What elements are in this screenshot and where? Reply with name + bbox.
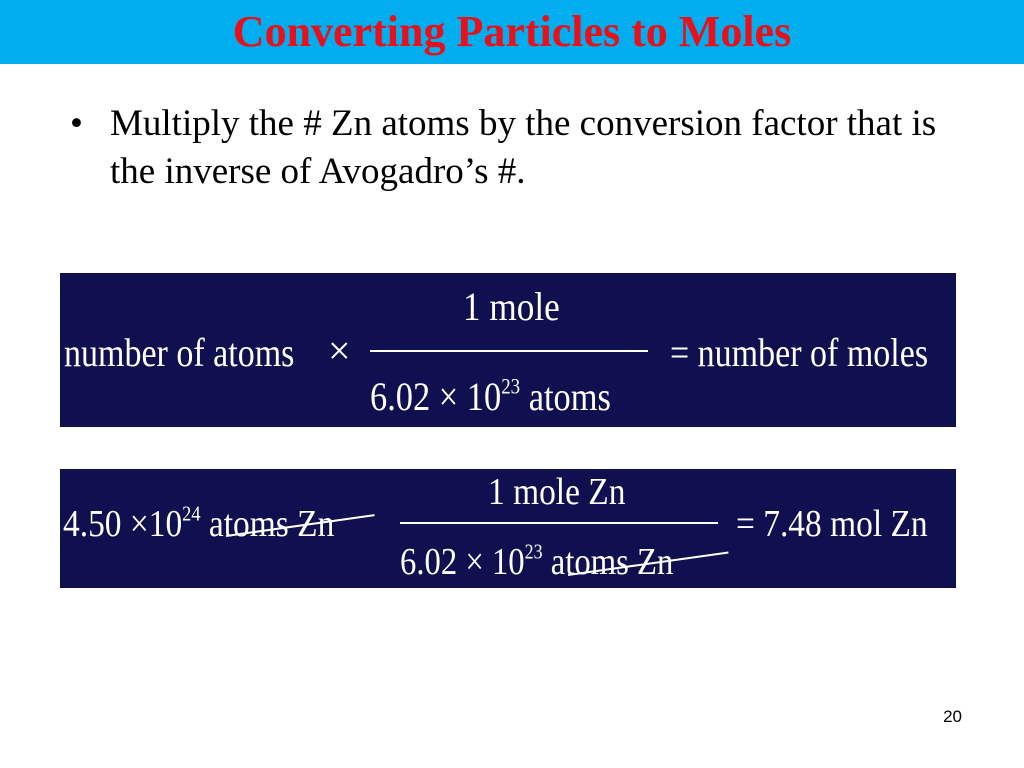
- bullet-icon: •: [70, 103, 83, 144]
- lhs-exponent: 24: [182, 501, 201, 526]
- denominator-unit: atoms Zn: [542, 541, 674, 583]
- denominator-base: 6.02 × 10: [370, 374, 502, 419]
- slide-title: Converting Particles to Moles: [232, 7, 792, 56]
- fraction-denominator: [370, 373, 611, 419]
- equation-lhs: number of atoms: [64, 330, 295, 375]
- fraction-numerator: 1 mole: [463, 284, 560, 329]
- title-bar: [0, 0, 1024, 64]
- bullet-text: Multiply the # Zn atoms by the conversion factor that is the inverse of Avogadro’s #.: [110, 103, 937, 192]
- equation-rhs: = number of moles: [670, 330, 929, 375]
- lhs-base: 4.50 ×10: [63, 503, 183, 545]
- times-sign: ×: [328, 328, 351, 373]
- general-conversion-equation: [60, 273, 956, 427]
- zinc-conversion-equation: [60, 469, 956, 588]
- bullet-point: [70, 100, 950, 196]
- equation-lhs: [63, 501, 335, 545]
- fraction-bar: [370, 350, 648, 352]
- fraction-bar: [400, 522, 718, 524]
- equation-rhs: = 7.48 mol Zn: [736, 503, 928, 545]
- page-number: 20: [943, 707, 962, 726]
- fraction-numerator: 1 mole Zn: [488, 471, 626, 513]
- fraction-denominator: [400, 539, 674, 583]
- denominator-exponent: 23: [524, 539, 543, 564]
- denominator-unit: atoms: [520, 374, 611, 419]
- denominator-base: 6.02 × 10: [400, 541, 525, 583]
- denominator-exponent: 23: [501, 373, 521, 399]
- lhs-unit: atoms Zn: [200, 503, 335, 545]
